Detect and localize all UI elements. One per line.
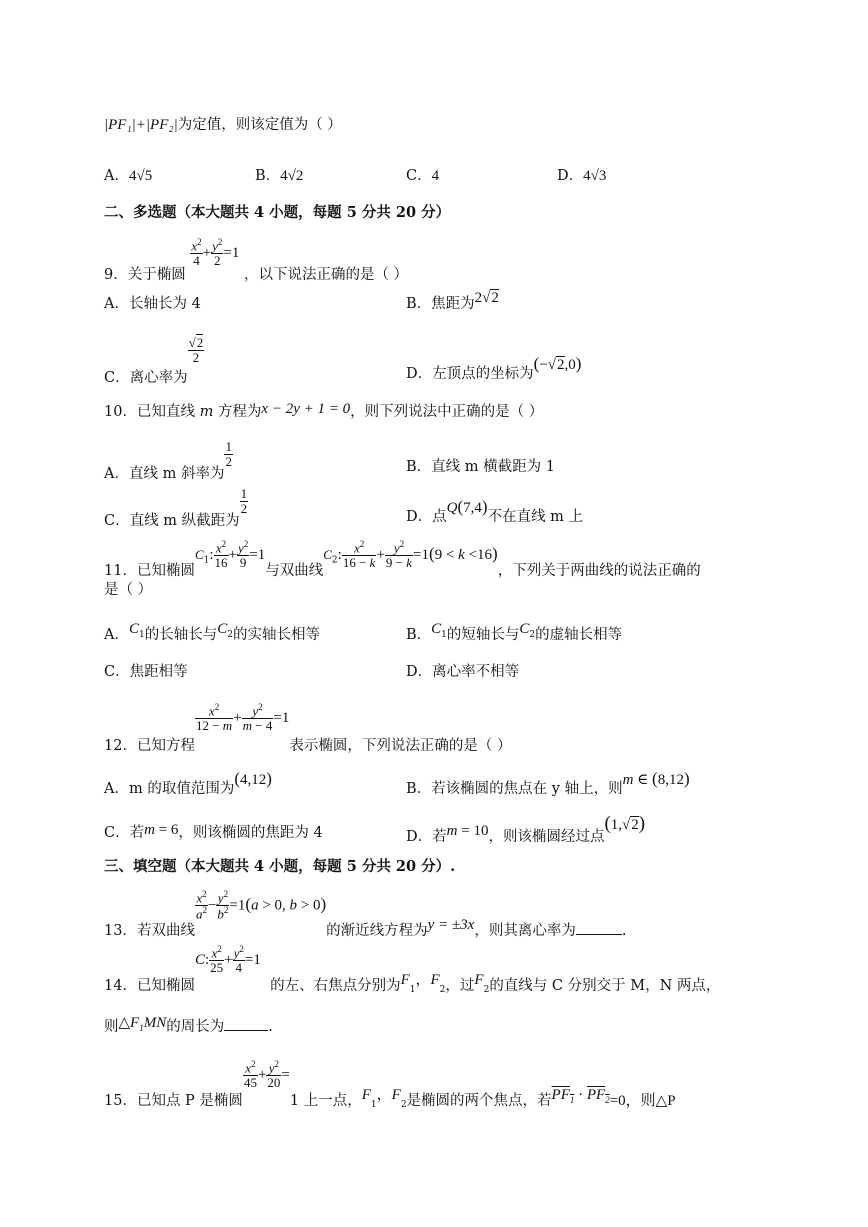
q14-stem: 14．已知椭圆C: $\frac{x^2}{25}$ + $\frac{y^2}{4}$ =1 的左、右焦点分别为$F_1$，$F_2$，过$F_2$的直线与 C 分别交于 M，N 两点， <box>104 944 721 995</box>
q9-ellipse-term-x: $\frac{x^2}{4}$ <box>191 237 202 268</box>
q8-option-b-label: B． <box>255 168 281 184</box>
q11-option-a: A．$C_1$的长轴长与$C_2$的实轴长相等 <box>104 621 320 643</box>
q11-option-d-text: 离心率不相等 <box>432 664 520 680</box>
q8-option-c-value: 4 <box>431 168 440 184</box>
q12-suffix: 表示椭圆，下列说法正确的是（ ） <box>289 737 512 754</box>
q8-option-c <box>406 169 439 184</box>
q9-option-a-text: 长轴长为 4 <box>128 296 201 312</box>
q8-sum-expression: |PF₁|+|PF₂| <box>104 117 178 133</box>
q12-option-d-text: ，则该椭圆经过点 <box>488 829 605 845</box>
q14-prefix: 14．已知椭圆 <box>104 977 195 994</box>
q9-option-d-text: 左顶点的坐标为 <box>432 366 534 382</box>
q14-answer-blank[interactable] <box>224 1030 268 1031</box>
q11-stem-line2: 是（ ） <box>104 582 153 598</box>
q10-option-c-text: 直线 m 纵截距为 <box>129 513 240 530</box>
q13-term-y: $\frac{y^2}{b^2}$ <box>217 889 229 922</box>
q11-hyperbola-x: $\frac{x^2}{16 - k}$ <box>342 539 376 570</box>
q8-option-d-value: 4√3 <box>583 168 607 184</box>
q13-prefix: 13．若双曲线 <box>104 923 195 940</box>
q15-term-y: $\frac{y^2}{20}$ <box>267 1059 281 1090</box>
q9-option-a: A．长轴长为 4 <box>104 296 201 312</box>
q9-suffix: ，以下说法正确的是（ ） <box>243 266 409 283</box>
q13-stem: 13．若双曲线 $\frac{x^2}{a^2}$ − $\frac{y^2}{b^2}$ =1(a > 0, b > 0)的渐近线方程为y = ±3x，则其离心率为 . <box>104 889 627 940</box>
q12-option-a: A．m 的取值范围为(4,12) <box>104 769 272 797</box>
q9-option-d: D．左顶点的坐标为(−√2,0) <box>406 354 582 382</box>
q11-suffix: ，下列关于两曲线的说法正确的 <box>497 562 701 579</box>
q13-asymptote-equation: y = ±3x <box>427 917 475 934</box>
q9-option-c-text: 离心率为 <box>129 370 188 387</box>
q11-option-c: C．焦距相等 <box>104 664 188 680</box>
q11-option-b: B．$C_1$的短轴长与$C_2$的虚轴长相等 <box>406 621 623 643</box>
q9-stem: 9．关于椭圆 $\frac{x^2}{4}$ + $\frac{y^2}{2}$ =1 ，以下说法正确的是（ ） <box>104 237 409 283</box>
q8-option-d <box>557 169 606 184</box>
section-2-title: 二、多选题（本大题共 4 小题，每题 5 分共 20 分） <box>104 204 451 221</box>
q10-suffix: ，则下列说法中正确的是（ ） <box>350 404 544 420</box>
q14-term-x: $\frac{x^2}{25}$ <box>210 944 224 975</box>
q8-option-b <box>255 169 303 184</box>
q12-stem: 12．已知方程 $\frac{x^2}{12 - m}$ + $\frac{y^2}{m - 4}$ =1表示椭圆，下列说法正确的是（ ） <box>104 702 512 754</box>
q11-prefix: 11．已知椭圆 <box>104 562 195 579</box>
q11-option-a-text: 的实轴长相等 <box>232 627 320 643</box>
q10-option-d-tail: 不在直线 m 上 <box>487 509 584 525</box>
q10-option-b-text: 直线 m 横截距为 1 <box>431 459 555 475</box>
q15-prefix: 15．已知点 P 是椭圆 <box>104 1092 243 1109</box>
q15-stem: 15．已知点 P 是椭圆 $\frac{x^2}{45}$ + $\frac{y^2}{20}$ =1 上一点，$F_1$，$F_2$是椭圆的两个焦点，若$PF_1 \cdot PF_2=0$，则△P <box>104 1059 676 1110</box>
q9-prefix: 9．关于椭圆 <box>104 266 186 283</box>
q12-option-b: B．若该椭圆的焦点在 y 轴上，则m ∈ (8,12) <box>406 769 690 797</box>
q10-option-b: B．直线 m 横截距为 1 <box>406 459 555 475</box>
q9-option-b: B．焦距为2√2 <box>406 290 499 312</box>
q10-line-equation: x − 2y + 1 = 0 <box>261 401 351 417</box>
q14-term-y: $\frac{y^2}{4}$ <box>233 944 244 975</box>
q9-ellipse-term-y: $\frac{y^2}{2}$ <box>212 237 223 268</box>
q10-stem: 10．已知直线 m 方程为x − 2y + 1 = 0，则下列说法中正确的是（ ） <box>104 401 544 420</box>
q11-ellipse-y: $\frac{y^2}{9}$ <box>238 539 249 570</box>
q10-option-a: A．直线 m 斜率为 $\frac{1}{2}$ <box>104 439 232 483</box>
q13-suffix: ，则其离心率为 <box>474 923 576 940</box>
q10-option-a-text: 直线 m 斜率为 <box>128 466 225 483</box>
q10-y-intercept-fraction: $\frac{1}{2}$ <box>240 486 248 516</box>
q11-option-b-text: 的虚轴长相等 <box>535 627 623 643</box>
q10-option-c: C．直线 m 纵截距为 $\frac{1}{2}$ <box>104 486 248 530</box>
q12-option-d: D．若m = 10，则该椭圆经过点(1,√2) <box>406 813 646 845</box>
q9-option-c: C．离心率为 $\frac{√2}{2}$ <box>104 335 204 387</box>
q9-option-b-text: 焦距为 <box>431 296 475 312</box>
q12-term-x: $\frac{x^2}{12 - m}$ <box>195 702 233 733</box>
q12-option-b-text: 若该椭圆的焦点在 y 轴上，则 <box>431 781 623 797</box>
section-3-title: 三、填空题（本大题共 4 小题，每题 5 分共 20 分）. <box>104 858 456 875</box>
q14-stem-tail: 的直线与 C 分别交于 M，N 两点， <box>489 977 721 994</box>
q13-answer-blank[interactable] <box>576 934 622 935</box>
q8-tail-text: 为定值，则该定值为（ ） <box>177 117 342 133</box>
q10-prefix: 10．已知直线 <box>104 404 195 420</box>
q12-option-c-text: ，则该椭圆的焦距为 4 <box>178 825 323 841</box>
q14-triangle: $\triangle F_1MN$ <box>118 1015 167 1033</box>
q11-option-c-text: 焦距相等 <box>129 664 188 680</box>
q12-option-c: C．若m = 6，则该椭圆的焦距为 4 <box>104 822 323 841</box>
q11-stem: 11．已知椭圆$C_1$: $\frac{x^2}{16}$ + $\frac{y^2}{9}$ =1与双曲线$C_2$: $\frac{x^2}{16 - k}$ + $\frac{y^2}{9 - k}$ =1(9 < k <16)，下列关于两曲线的说法正确的 <box>104 539 701 579</box>
q11-option-d: D．离心率不相等 <box>406 664 520 680</box>
q8-option-a <box>104 169 152 184</box>
q15-stem-tail: =0，则△P <box>609 1092 676 1109</box>
q8-option-c-label: C． <box>406 168 432 184</box>
q8-option-a-label: A． <box>104 168 129 184</box>
q11-ellipse-x: $\frac{x^2}{16}$ <box>214 539 228 570</box>
q10-point-q: Q <box>446 500 458 516</box>
q8-option-d-label: D． <box>557 168 584 184</box>
q10-slope-fraction: $\frac{1}{2}$ <box>225 439 232 469</box>
q8-option-a-value: 4√5 <box>128 168 153 184</box>
q9-eccentricity-fraction: $\frac{√2}{2}$ <box>188 335 204 365</box>
q12-prefix: 12．已知方程 <box>104 737 195 754</box>
q10-option-d: D．点Q(7,4)不在直线 m 上 <box>406 497 584 525</box>
q13-term-x: $\frac{x^2}{a^2}$ <box>195 889 207 922</box>
q12-option-a-text: m 的取值范围为 <box>128 781 235 797</box>
q12-term-y: $\frac{y^2}{m - 4}$ <box>242 702 273 733</box>
q8-tail-line <box>104 118 342 133</box>
q11-hyperbola-y: $\frac{y^2}{9 - k}$ <box>385 539 413 570</box>
q8-option-b-value: 4√2 <box>280 168 304 184</box>
q15-term-x: $\frac{x^2}{45}$ <box>243 1059 257 1090</box>
q14-line2: 则$\triangle F_1MN$的周长为 . <box>104 1015 273 1035</box>
